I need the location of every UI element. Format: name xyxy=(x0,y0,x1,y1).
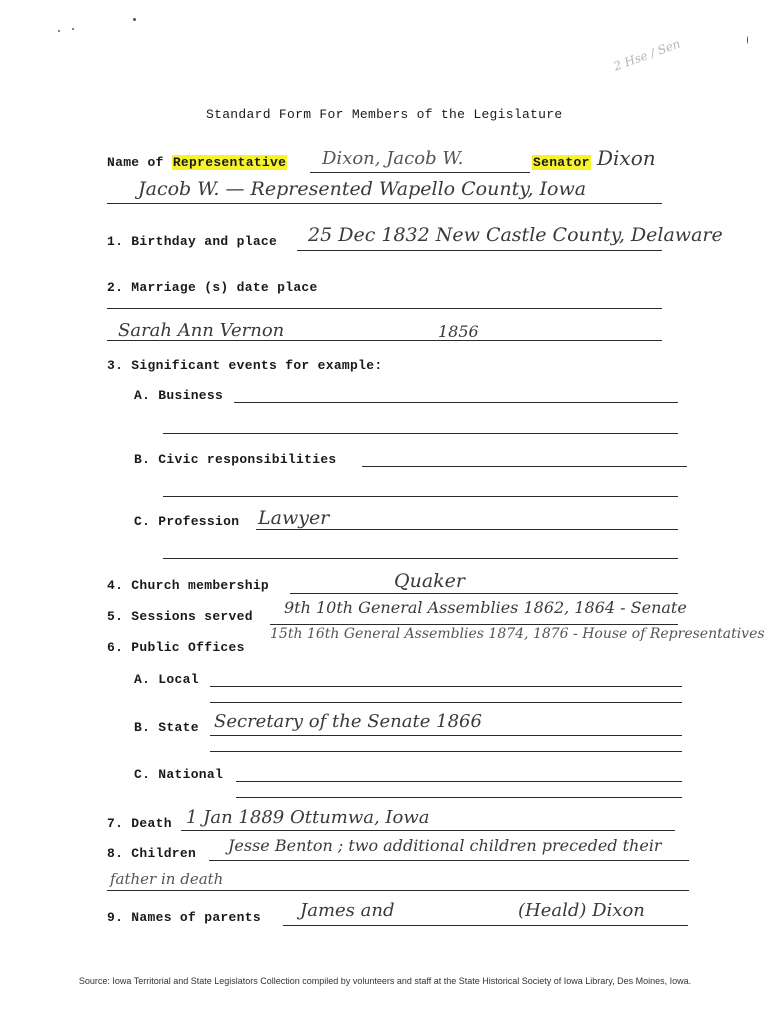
national-line xyxy=(236,781,682,782)
sessions-line xyxy=(270,624,678,625)
business-label: A. Business xyxy=(134,388,224,403)
sessions-label: 5. Sessions served xyxy=(107,609,253,624)
children-line-2 xyxy=(107,890,689,891)
state-line-2 xyxy=(210,751,682,752)
parents-line xyxy=(283,925,688,926)
state-line xyxy=(210,735,682,736)
scan-speck xyxy=(72,28,74,30)
birthday-line xyxy=(297,250,662,251)
birthday-label: 1. Birthday and place xyxy=(107,234,278,249)
church-line xyxy=(290,593,678,594)
parents-handwriting-1: James and xyxy=(300,900,395,921)
marriage-line xyxy=(107,308,662,309)
scan-speck xyxy=(133,18,136,21)
state-label: B. State xyxy=(134,720,199,735)
national-line-2 xyxy=(236,797,682,798)
representative-label: Representative xyxy=(172,155,287,170)
public-offices-label: 6. Public Offices xyxy=(107,640,245,655)
children-line xyxy=(209,860,689,861)
state-handwriting: Secretary of the Senate 1866 xyxy=(214,711,482,732)
civic-line-2 xyxy=(163,496,678,497)
marriage-label: 2. Marriage (s) date place xyxy=(107,280,318,295)
civic-label: B. Civic responsibilities xyxy=(134,452,337,467)
source-footer: Source: Iowa Territorial and State Legislators Collection compiled by volunteers and staff at the State Historical Society of Iowa Library, Des Moines, Iowa. xyxy=(78,976,692,986)
marriage-line-2 xyxy=(107,340,662,341)
civic-line xyxy=(362,466,687,467)
birthday-handwriting: 25 Dec 1832 New Castle County, Delaware xyxy=(308,224,723,246)
name-handwriting: Dixon, Jacob W. xyxy=(322,148,464,169)
local-line-2 xyxy=(210,702,682,703)
death-handwriting: 1 Jan 1889 Ottumwa, Iowa xyxy=(186,807,430,828)
name-handwriting-2: Jacob W. — Represented Wapello County, Iowa xyxy=(138,178,587,200)
profession-label: C. Profession xyxy=(134,514,240,529)
parents-label: 9. Names of parents xyxy=(107,910,261,925)
children-handwriting-2: father in death xyxy=(110,870,224,888)
profession-line xyxy=(256,529,678,530)
business-line-2 xyxy=(163,433,678,434)
corner-note: 2 Hse / Sen xyxy=(611,36,683,74)
scan-speck xyxy=(58,30,60,32)
children-handwriting: Jesse Benton ; two additional children preceded their xyxy=(228,836,662,855)
profession-handwriting: Lawyer xyxy=(258,507,330,529)
marriage-handwriting-name: Sarah Ann Vernon xyxy=(118,320,285,341)
sessions-handwriting: 9th 10th General Assemblies 1862, 1864 - Senate xyxy=(284,598,687,617)
local-line xyxy=(210,686,682,687)
parents-handwriting-2: (Heald) Dixon xyxy=(518,900,645,921)
name-line-2 xyxy=(107,203,662,204)
business-line xyxy=(234,402,678,403)
church-label: 4. Church membership xyxy=(107,578,270,593)
children-label: 8. Children xyxy=(107,846,197,861)
local-label: A. Local xyxy=(134,672,199,687)
marriage-handwriting-year: 1856 xyxy=(438,322,479,341)
public-offices-handwriting: 15th 16th General Assemblies 1874, 1876 - House of Representatives xyxy=(270,626,765,642)
death-line xyxy=(181,830,675,831)
church-handwriting: Quaker xyxy=(394,570,465,592)
national-label: C. National xyxy=(134,767,224,782)
name-label: Name of Representative xyxy=(107,155,287,170)
name-line xyxy=(310,172,530,173)
death-label: 7. Death xyxy=(107,816,172,831)
senator-label: Senator xyxy=(533,155,590,170)
profession-line-2 xyxy=(163,558,678,559)
form-title: Standard Form For Members of the Legislature xyxy=(206,107,563,122)
scan-speck xyxy=(747,36,748,44)
significant-events-label: 3. Significant events for example: xyxy=(107,358,383,373)
senator-handwriting: Dixon xyxy=(597,146,656,170)
